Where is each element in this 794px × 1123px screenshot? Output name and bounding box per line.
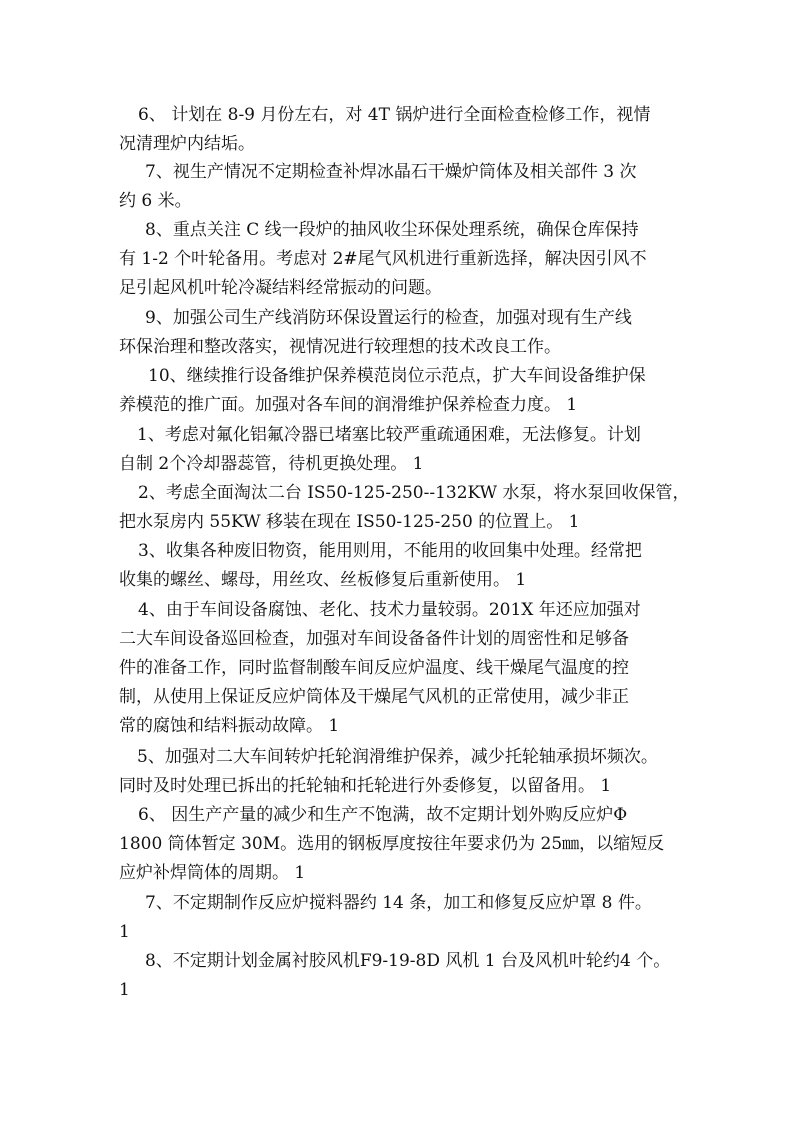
paragraph-roller-lubrication — [119, 743, 658, 801]
text-line: 足引起风机叶轮冷凝结料经常振动的问题。 — [119, 278, 442, 298]
text-line: 3、收集各种废旧物资，能用则用，不能用的收回集中处理。经常把 — [138, 541, 642, 561]
paragraph-stirrer-fabrication — [119, 889, 652, 947]
paragraph-scrap-materials — [119, 537, 642, 595]
text-line: 4、由于车间设备腐蚀、老化、技术力量较弱。201X 年还应加强对 — [138, 600, 641, 620]
text-line: 把水泵房内 55KW 移装在现在 IS50-125-250 的位置上。 1 — [119, 512, 580, 532]
text-line: 自制 2个冷却器蕊管，待机更换处理。 1 — [119, 454, 424, 474]
text-line: 约 6 米。 — [119, 191, 192, 211]
text-line: 8、重点关注 C 线一段炉的抽风收尘环保处理系统，确保仓库保持 — [145, 220, 639, 240]
paragraph-dust-collection — [119, 216, 647, 303]
text-line: 制，从使用上保证反应炉筒体及干燥尾气风机的正常使用，减少非正 — [119, 687, 629, 707]
text-line: 1 — [119, 980, 130, 1000]
paragraph-water-pumps — [119, 479, 690, 537]
text-line: 10、继续推行设备维护保养模范岗位示范点，扩大车间设备维护保 — [148, 366, 646, 386]
text-line: 应炉补焊筒体的周期。 1 — [119, 863, 306, 883]
text-line: 9、加强公司生产线消防环保设置运行的检查，加强对现有生产线 — [145, 308, 632, 328]
text-line: 件的准备工作，同时监督制酸车间反应炉温度、线干燥尾气温度的控 — [119, 658, 629, 678]
text-line: 5、加强对二大车间转炉托轮润滑维护保养，减少托轮轴承损坏频次。 — [137, 747, 658, 767]
text-line: 二大车间设备巡回检查，加强对车间设备备件计划的周密性和足够备 — [119, 629, 629, 649]
paragraph-maintenance-model — [119, 362, 646, 420]
paragraph-cooler-tubes — [119, 421, 641, 479]
text-line: 有 1-2 个叶轮备用。考虑对 2#尾气风机进行重新选择，解决因引风不 — [119, 249, 647, 269]
text-line: 况清理炉内结垢。 — [119, 134, 255, 154]
text-line: 1、考虑对氟化铝氟冷器已堵塞比较严重疏通困难，无法修复。计划 — [137, 425, 641, 445]
text-line: 常的腐蚀和结料振动故障。 1 — [119, 716, 340, 736]
text-line: 6、 计划在 8-9 月份左右，对 4T 锅炉进行全面检查检修工作，视情 — [138, 105, 651, 125]
text-line: 收集的螺丝、螺母，用丝攻、丝板修复后重新使用。 1 — [119, 570, 527, 590]
text-line: 6、 因生产产量的减少和生产不饱满，故不定期计划外购反应炉Φ — [138, 805, 628, 825]
text-line: 养模范的推广面。加强对各车间的润滑维护保养检查力度。 1 — [119, 395, 578, 415]
text-line: 1800 筒体暂定 30M。选用的钢板厚度按往年要求仍为 25㎜，以缩短反 — [119, 834, 665, 854]
paragraph-fire-safety — [119, 304, 632, 362]
text-line: 同时及时处理已拆出的托轮轴和托轮进行外委修复，以留备用。 1 — [119, 776, 612, 796]
paragraph-corrosion-inspection — [119, 596, 641, 741]
text-line: 1 — [119, 922, 130, 942]
paragraph-dryer-welding — [119, 158, 637, 216]
text-line: 7、不定期制作反应炉搅料器约 14 条，加工和修复反应炉罩 8 件。 — [145, 893, 652, 913]
text-line: 8、不定期计划金属衬胶风机F9-19-8D 风机 1 台及风机叶轮约4 个。 — [145, 951, 671, 971]
text-line: 7、视生产情况不定期检查补焊冰晶石干燥炉筒体及相关部件 3 次 — [145, 162, 637, 182]
paragraph-rubber-fan — [119, 947, 671, 1005]
paragraph-reactor-cylinder — [119, 801, 665, 888]
paragraph-boiler-inspection — [119, 101, 651, 159]
text-line: 环保治理和整改落实，视情况进行较理想的技术改良工作。 — [119, 337, 561, 357]
text-line: 2、考虑全面淘汰二台 IS50-125-250--132KW 水泵，将水泵回收保管， — [138, 483, 690, 503]
